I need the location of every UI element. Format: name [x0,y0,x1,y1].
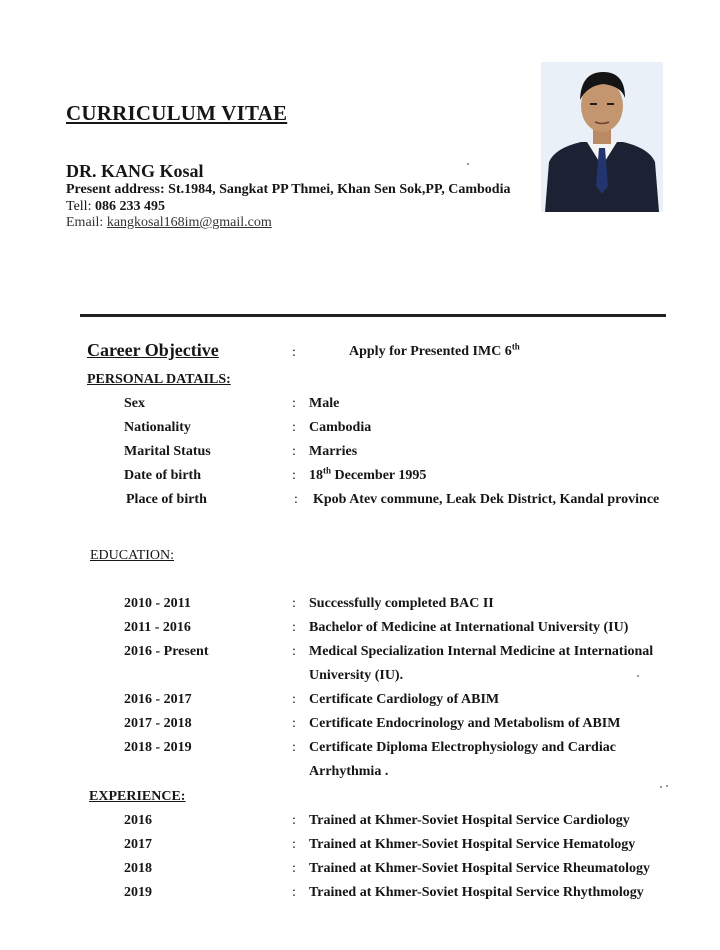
scan-speck [637,675,639,677]
education-year: 2011 - 2016 [124,620,191,635]
place-of-birth-label: Place of birth [126,492,207,507]
education-entry: Successfully completed BAC II [309,596,494,611]
section-divider [80,314,666,317]
sex-label: Sex [124,396,145,411]
scan-speck [660,786,662,788]
career-objective-heading: Career Objective [87,340,219,360]
tel-line [66,199,165,215]
colon: : [292,740,296,755]
education-year: 2016 - 2017 [124,692,192,707]
portrait-image [541,62,663,212]
birth-day: 18 [309,468,323,483]
email-link[interactable]: kangkosal168im@gmail.com [106,215,272,230]
experience-entry: Trained at Khmer-Soviet Hospital Service Hematology [309,837,636,852]
education-heading: EDUCATION: [90,548,174,563]
career-objective-value [349,341,520,360]
education-year: 2016 - Present [124,644,209,659]
nationality-value: Cambodia [309,420,372,435]
experience-entry: Trained at Khmer-Soviet Hospital Service Rheumatology [309,861,651,876]
colon: : [292,861,296,876]
place-of-birth-value: Kpob Atev commune, Leak Dek District, Kandal province [313,492,660,507]
ordinal-suffix: th [511,341,520,352]
personal-details-heading: PERSONAL DATAILS: [87,372,231,387]
education-year: 2018 - 2019 [124,740,192,755]
nationality-label: Nationality [124,420,191,435]
colon: : [292,444,296,459]
colon: : [292,468,296,483]
experience-entry: Trained at Khmer-Soviet Hospital Service Rhythmology [309,885,644,900]
experience-heading: EXPERIENCE: [89,789,186,804]
experience-year: 2016 [124,813,152,828]
education-year: 2017 - 2018 [124,716,192,731]
experience-year: 2018 [124,861,152,876]
email-line [66,215,272,231]
colon: : [292,396,296,411]
colon: : [292,813,296,828]
colon: : [292,345,296,360]
candidate-name: DR. KANG Kosal [66,161,204,181]
tel-value: 086 233 495 [94,199,165,214]
colon: : [292,885,296,900]
colon: : [292,644,296,659]
marital-status-label: Marital Status [124,444,211,459]
education-entry: Certificate Endocrinology and Metabolism of ABIM [309,716,621,731]
colon: : [292,420,296,435]
sex-value: Male [309,396,340,411]
date-of-birth-label: Date of birth [124,468,201,483]
education-entry: Certificate Cardiology of ABIM [309,692,500,707]
experience-year: 2019 [124,885,152,900]
colon: : [292,692,296,707]
ordinal-suffix: th [323,465,332,476]
colon: : [292,620,296,635]
colon: : [292,716,296,731]
colon: : [292,596,296,611]
date-of-birth-value [309,464,669,488]
page-title: CURRICULUM VITAE [66,101,288,125]
career-objective-text: Apply for Presented IMC 6 [349,344,512,359]
experience-year: 2017 [124,837,152,852]
email-label: Email: [66,215,104,230]
marital-status-value: Marries [309,444,358,459]
birth-month-year: December 1995 [331,468,427,483]
scan-speck [467,163,469,165]
profile-photo [541,62,663,212]
address-value: St.1984, Sangkat PP Thmei, Khan Sen Sok,PP, Cambodia [168,182,511,197]
education-year: 2010 - 2011 [124,596,191,611]
education-entry: Medical Specialization Internal Medicine at International University (IU). [309,644,654,683]
scan-speck [666,785,668,787]
address-line [66,182,510,198]
colon: : [294,492,298,507]
education-entry: Bachelor of Medicine at International University (IU) [309,620,629,635]
colon: : [292,837,296,852]
address-label: Present address: [66,182,165,197]
tel-label: Tell: [66,199,92,214]
education-entry: Certificate Diploma Electrophysiology and Cardiac Arrhythmia . [309,740,616,779]
experience-entry: Trained at Khmer-Soviet Hospital Service Cardiology [309,813,630,828]
